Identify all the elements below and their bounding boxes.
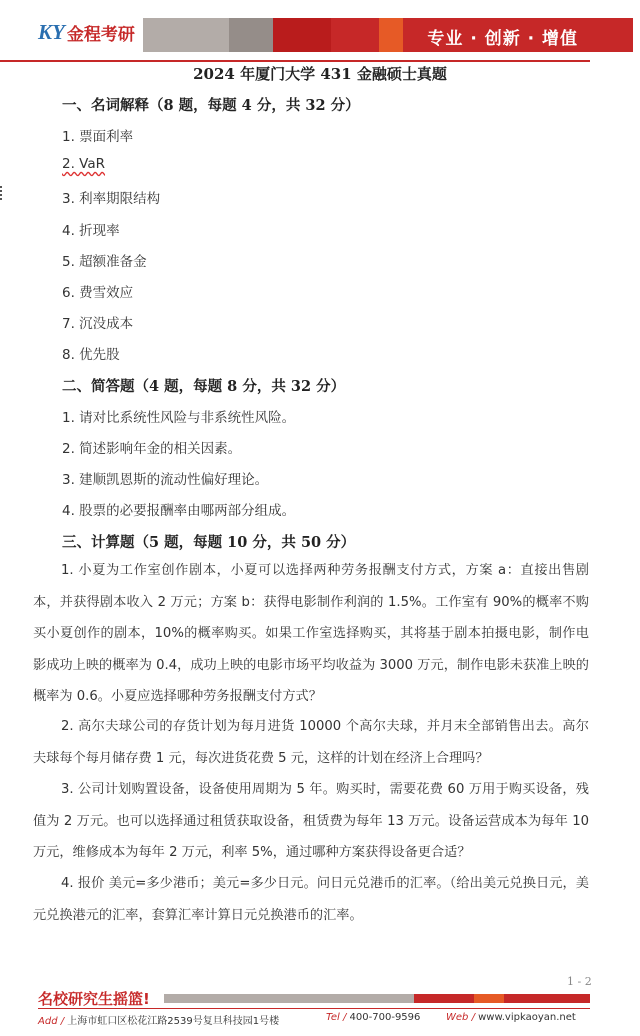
web-text[interactable]: www.vipkaoyan.net	[478, 1012, 576, 1023]
header-band	[143, 18, 229, 52]
footer-band	[504, 994, 590, 1003]
section-heading: 一、名词解释（8 题，每题 4 分，共 32 分）	[62, 97, 360, 114]
list-item: 6. 费雪效应	[62, 285, 134, 301]
list-item: 3. 建顺凯恩斯的流动性偏好理论。	[62, 472, 269, 488]
list-item: 2. 简述影响年金的相关因素。	[62, 441, 242, 457]
footer-slogan: 名校研究生摇篮!	[38, 990, 150, 1008]
tel-text: 400-700-9596	[349, 1012, 421, 1023]
list-item: 7. 沉没成本	[62, 316, 134, 332]
question-paragraph: 1. 小夏为工作室创作剧本，小夏可以选择两种劳务报酬支付方式，方案 a：直接出售剧本，并获得剧本收入 2 万元；方案 b：获得电影制作利润的 1.5%。工作室有 90%的概率不购买小夏创作的剧本，10%的概率购买。如果工作室选择购买，其将基于剧本拍摄电影，制作电影成功上映的概率为 0.4，成功上映的电影市场平均收益为 3000 万元，制作电影未获准上映的概率为 0.6。小夏应选择哪种劳务报酬支付方式？	[33, 563, 589, 704]
header-band	[229, 18, 273, 52]
list-item: 3. 利率期限结构	[62, 191, 161, 207]
page-title: 2024 年厦门大学 431 金融硕士真题	[193, 65, 447, 83]
header-band	[379, 18, 403, 52]
list-item: 4. 股票的必要报酬率由哪两部分组成。	[62, 503, 296, 519]
web-label: Web /	[446, 1012, 475, 1023]
list-item: 1. 请对比系统性风险与非系统性风险。	[62, 410, 296, 426]
footer-band	[474, 994, 504, 1003]
logo-text: 金程考研	[66, 25, 135, 45]
section-heading: 三、计算题（5 题，每题 10 分，共 50 分）	[62, 534, 356, 551]
footer-color-bar	[164, 994, 590, 1003]
list-item: 8. 优先股	[62, 347, 120, 363]
tel-label: Tel /	[326, 1012, 347, 1023]
footer-band	[414, 994, 474, 1003]
address-text: 上海市虹口区松花江路2539号复旦科技园1号楼	[67, 1016, 280, 1027]
list-item: 5. 超额准备金	[62, 254, 147, 270]
footer-divider	[38, 1008, 590, 1009]
list-item: 4. 折现率	[62, 223, 120, 239]
add-label: Add /	[38, 1016, 65, 1027]
header-band	[331, 18, 379, 52]
header-divider	[0, 60, 590, 62]
list-item: 1. 票面利率	[62, 129, 134, 145]
question-paragraph: 2. 高尔夫球公司的存货计划为每月进货 10000 个高尔夫球，并月末全部销售出去。高尔夫球每个每月储存费 1 元，每次进货花费 5 元，这样的计划在经济上合理吗？	[33, 719, 589, 766]
page-header	[0, 12, 640, 52]
section-heading: 二、简答题（4 题，每题 8 分，共 32 分）	[62, 378, 346, 395]
header-band	[273, 18, 331, 52]
list-item: 2. VaR	[62, 156, 106, 172]
drag-handle-icon[interactable]	[0, 186, 3, 200]
logo-ky-mark: KY	[38, 20, 65, 44]
footer-band	[164, 994, 414, 1003]
question-paragraph: 4. 报价 美元=多少港币；美元=多少日元。问日元兑港币的汇率。（给出美元兑换日元，美元兑换港元的汇率，套算汇率计算日元兑换港币的汇率。	[33, 876, 589, 923]
question-paragraph: 3. 公司计划购置设备，设备使用周期为 5 年。购买时，需要花费 60 万用于购买设备，残值为 2 万元。也可以选择通过租赁获取设备，租赁费为每年 13 万元。设备运营成本为每年 10 万元，维修成本为每年 2 万元，利率 5%，通过哪种方案获得设备更合适？	[33, 782, 589, 860]
brand-logo	[38, 20, 135, 45]
page-number: 1 - 2	[567, 975, 592, 988]
page-footer	[0, 986, 640, 1036]
header-slogan: 专业 · 创新 · 增值	[427, 29, 578, 49]
